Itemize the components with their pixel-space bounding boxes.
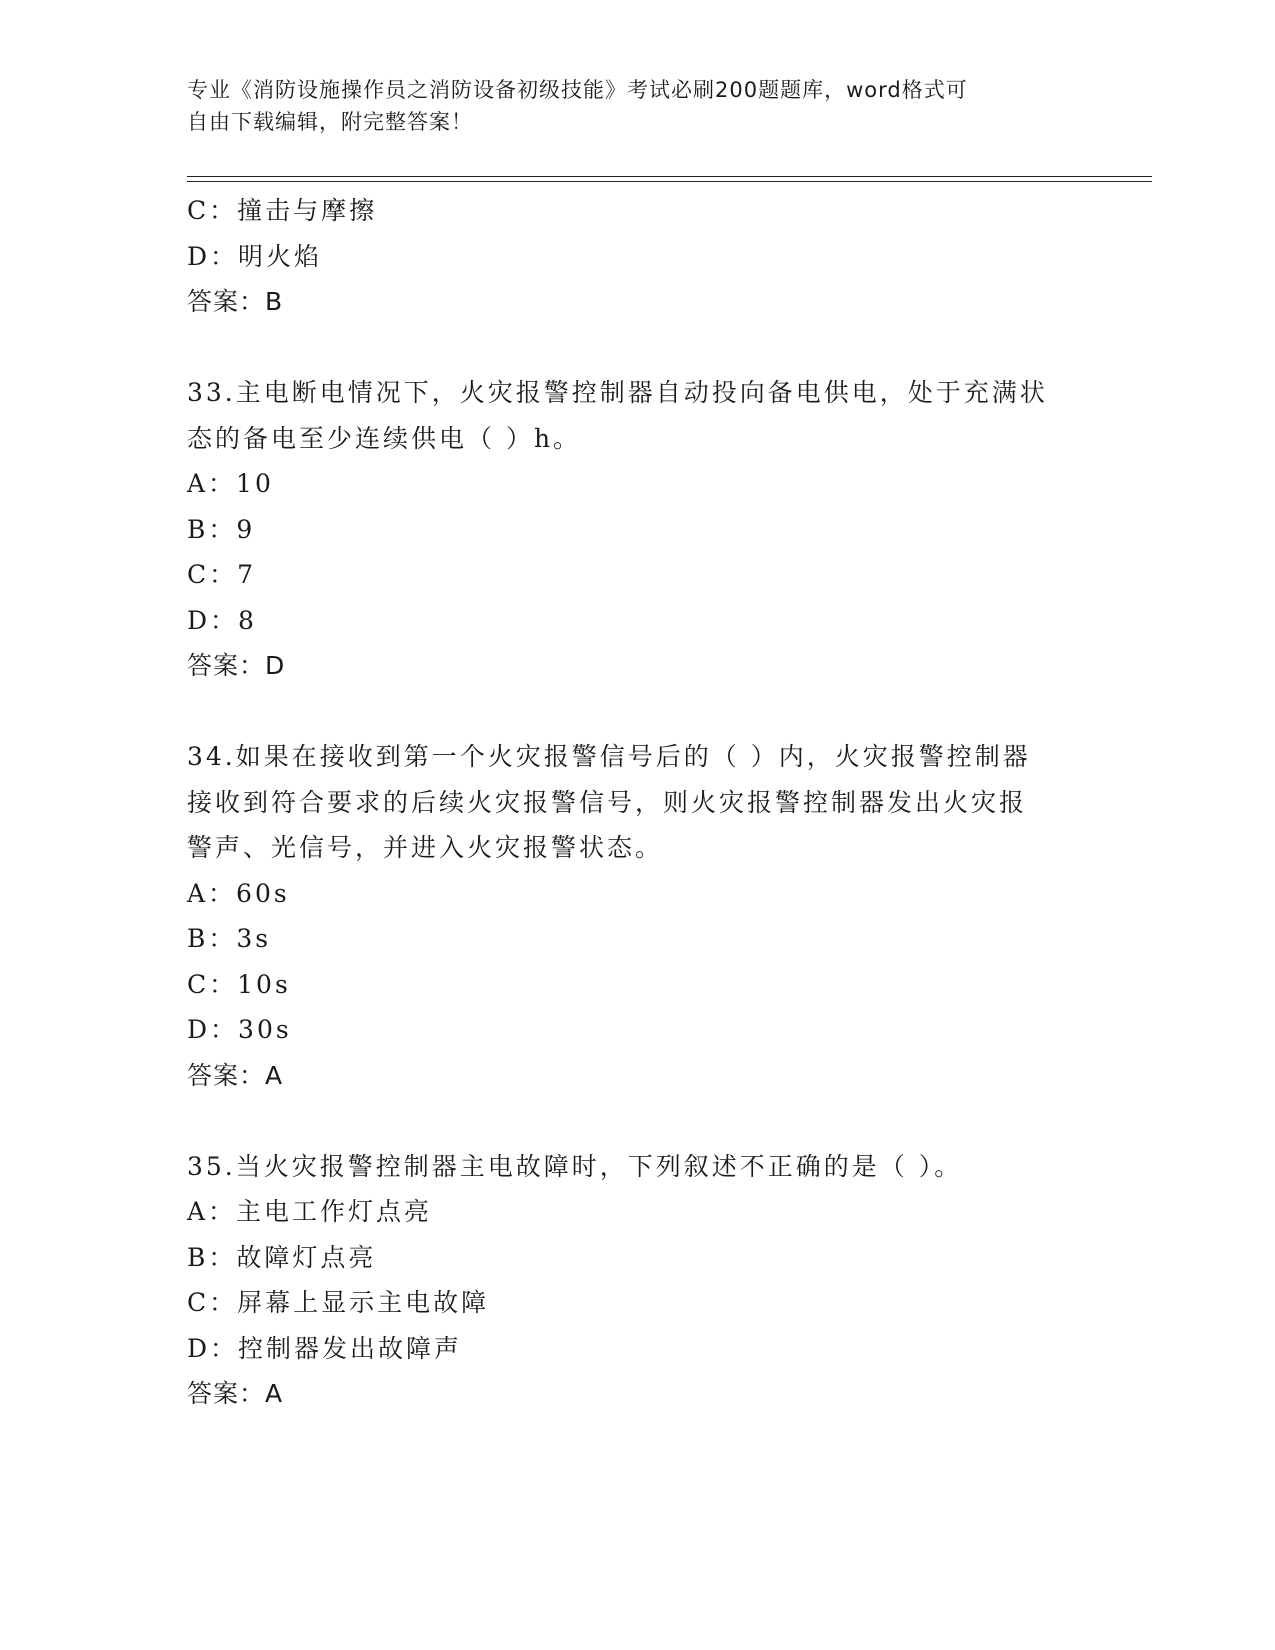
option-b: B：3s <box>187 924 272 953</box>
header-divider-bottom <box>187 181 1152 182</box>
question-content <box>187 188 1087 1417</box>
spacer <box>187 1098 1087 1144</box>
option-a: A：主电工作灯点亮 <box>187 1197 433 1226</box>
answer-label: 答案：A <box>187 1060 284 1090</box>
option-c: C：10s <box>187 969 291 999</box>
question-35 <box>187 1144 1087 1417</box>
answer-label: 答案：D <box>187 651 286 680</box>
answer-label: 答案：B <box>187 287 284 316</box>
spacer <box>187 325 1087 371</box>
option-b: B：9 <box>187 514 256 544</box>
question-stem-line: 35.当火灾报警控制器主电故障时，下列叙述不正确的是（ ）。 <box>187 1151 963 1181</box>
header-line-1: 专业《消防设施操作员之消防设备初级技能》考试必刷200题题库，word格式可 <box>187 78 968 102</box>
option-b: B：故障灯点亮 <box>187 1242 377 1272</box>
question-34 <box>187 734 1087 1098</box>
header-line-2: 自由下载编辑，附完整答案！ <box>187 110 473 134</box>
document-header <box>187 74 1087 138</box>
option-d: D：30s <box>187 1015 292 1044</box>
answer-label: 答案：A <box>187 1379 284 1408</box>
question-33 <box>187 370 1087 689</box>
option-d: D：明火焰 <box>187 241 323 271</box>
question-stem-line: 警声、光信号，并进入火灾报警状态。 <box>187 833 664 862</box>
option-d: D：8 <box>187 605 257 635</box>
option-a: A：60s <box>187 878 290 908</box>
option-d: D：控制器发出故障声 <box>187 1333 463 1363</box>
spacer <box>187 689 1087 735</box>
option-c: C：屏幕上显示主电故障 <box>187 1288 490 1317</box>
previous-question-fragment <box>187 188 1087 325</box>
question-stem-line: 33.主电断电情况下，火灾报警控制器自动投向备电供电，处于充满状 <box>187 378 1048 407</box>
question-stem-line: 接收到符合要求的后续火灾报警信号，则火灾报警控制器发出火灾报 <box>187 787 1028 817</box>
option-c: C：撞击与摩擦 <box>187 196 378 225</box>
option-a: A：10 <box>187 469 274 498</box>
option-c: C：7 <box>187 560 257 589</box>
question-stem-line: 34.如果在接收到第一个火灾报警信号后的（ ）内，火灾报警控制器 <box>187 742 1031 771</box>
question-stem-line: 态的备电至少连续供电（ ）h。 <box>187 423 582 453</box>
header-divider-top <box>187 176 1152 177</box>
